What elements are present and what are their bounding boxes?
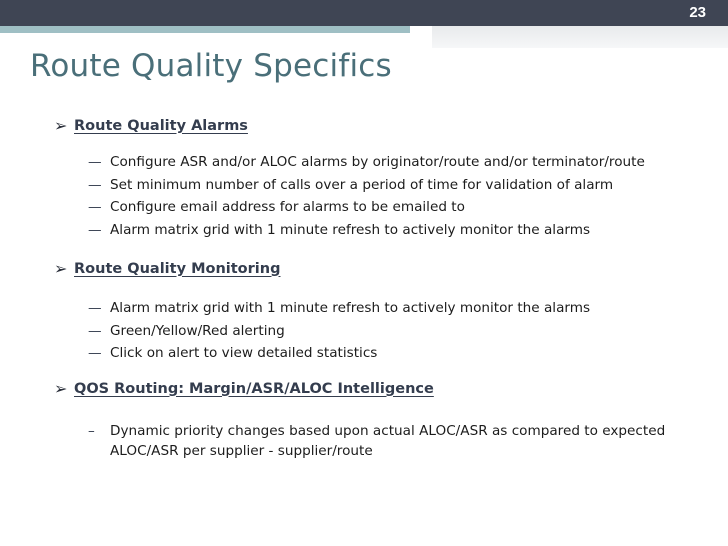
list-item <box>88 174 708 197</box>
list-item <box>88 196 708 219</box>
section-label: Route Quality Alarms <box>74 117 248 134</box>
section-items-route-quality-alarms <box>88 151 708 241</box>
list-item-text: Configure ASR and/or ALOC alarms by originator/route and/or terminator/route <box>110 154 645 170</box>
list-item-text: Set minimum number of calls over a period of time for validation of alarm <box>110 176 614 193</box>
slide-title: Route Quality Specifics <box>30 48 392 84</box>
section-label: QOS Routing: Margin/ASR/ALOC Intelligence <box>74 380 434 397</box>
dash-bullet-icon: — <box>88 345 102 361</box>
page-number: 23 <box>689 4 706 21</box>
dash-bullet-icon: — <box>88 154 102 170</box>
list-item-text: Click on alert to view detailed statistics <box>110 345 378 361</box>
section-items-qos-routing <box>88 421 708 461</box>
top-bar <box>0 0 728 26</box>
arrowhead-bullet-icon: ➢ <box>54 116 68 135</box>
list-item <box>88 342 708 365</box>
list-item-text: Alarm matrix grid with 1 minute refresh to actively monitor the alarms <box>110 300 591 316</box>
arrowhead-bullet-icon: ➢ <box>54 379 68 398</box>
list-item <box>88 297 708 320</box>
dash-bullet-icon: — <box>88 322 102 339</box>
list-item-text: Configure email address for alarms to be emailed to <box>110 199 465 215</box>
list-item <box>88 421 708 461</box>
arrowhead-bullet-icon: ➢ <box>54 259 68 278</box>
dash-bullet-icon: — <box>88 221 102 238</box>
section-heading-qos-routing <box>54 379 434 398</box>
section-label: Route Quality Monitoring <box>74 260 281 277</box>
accent-band <box>432 26 728 48</box>
list-item <box>88 320 708 343</box>
list-item-text: Dynamic priority changes based upon actual ALOC/ASR as compared to expected ALOC/ASR per supplier - supplier/route <box>110 423 666 459</box>
list-item-text: Alarm matrix grid with 1 minute refresh to actively monitor the alarms <box>110 221 591 238</box>
section-heading-route-quality-alarms <box>54 116 248 135</box>
accent-stripe <box>0 26 410 33</box>
dash-bullet-icon: — <box>88 300 102 316</box>
list-item <box>88 219 708 242</box>
list-item <box>88 151 708 174</box>
dash-bullet-icon: – <box>88 423 95 439</box>
section-heading-route-quality-monitoring <box>54 259 280 278</box>
dash-bullet-icon: — <box>88 199 102 215</box>
list-item-text: Green/Yellow/Red alerting <box>110 322 285 339</box>
section-items-route-quality-monitoring <box>88 297 708 365</box>
dash-bullet-icon: — <box>88 176 102 193</box>
